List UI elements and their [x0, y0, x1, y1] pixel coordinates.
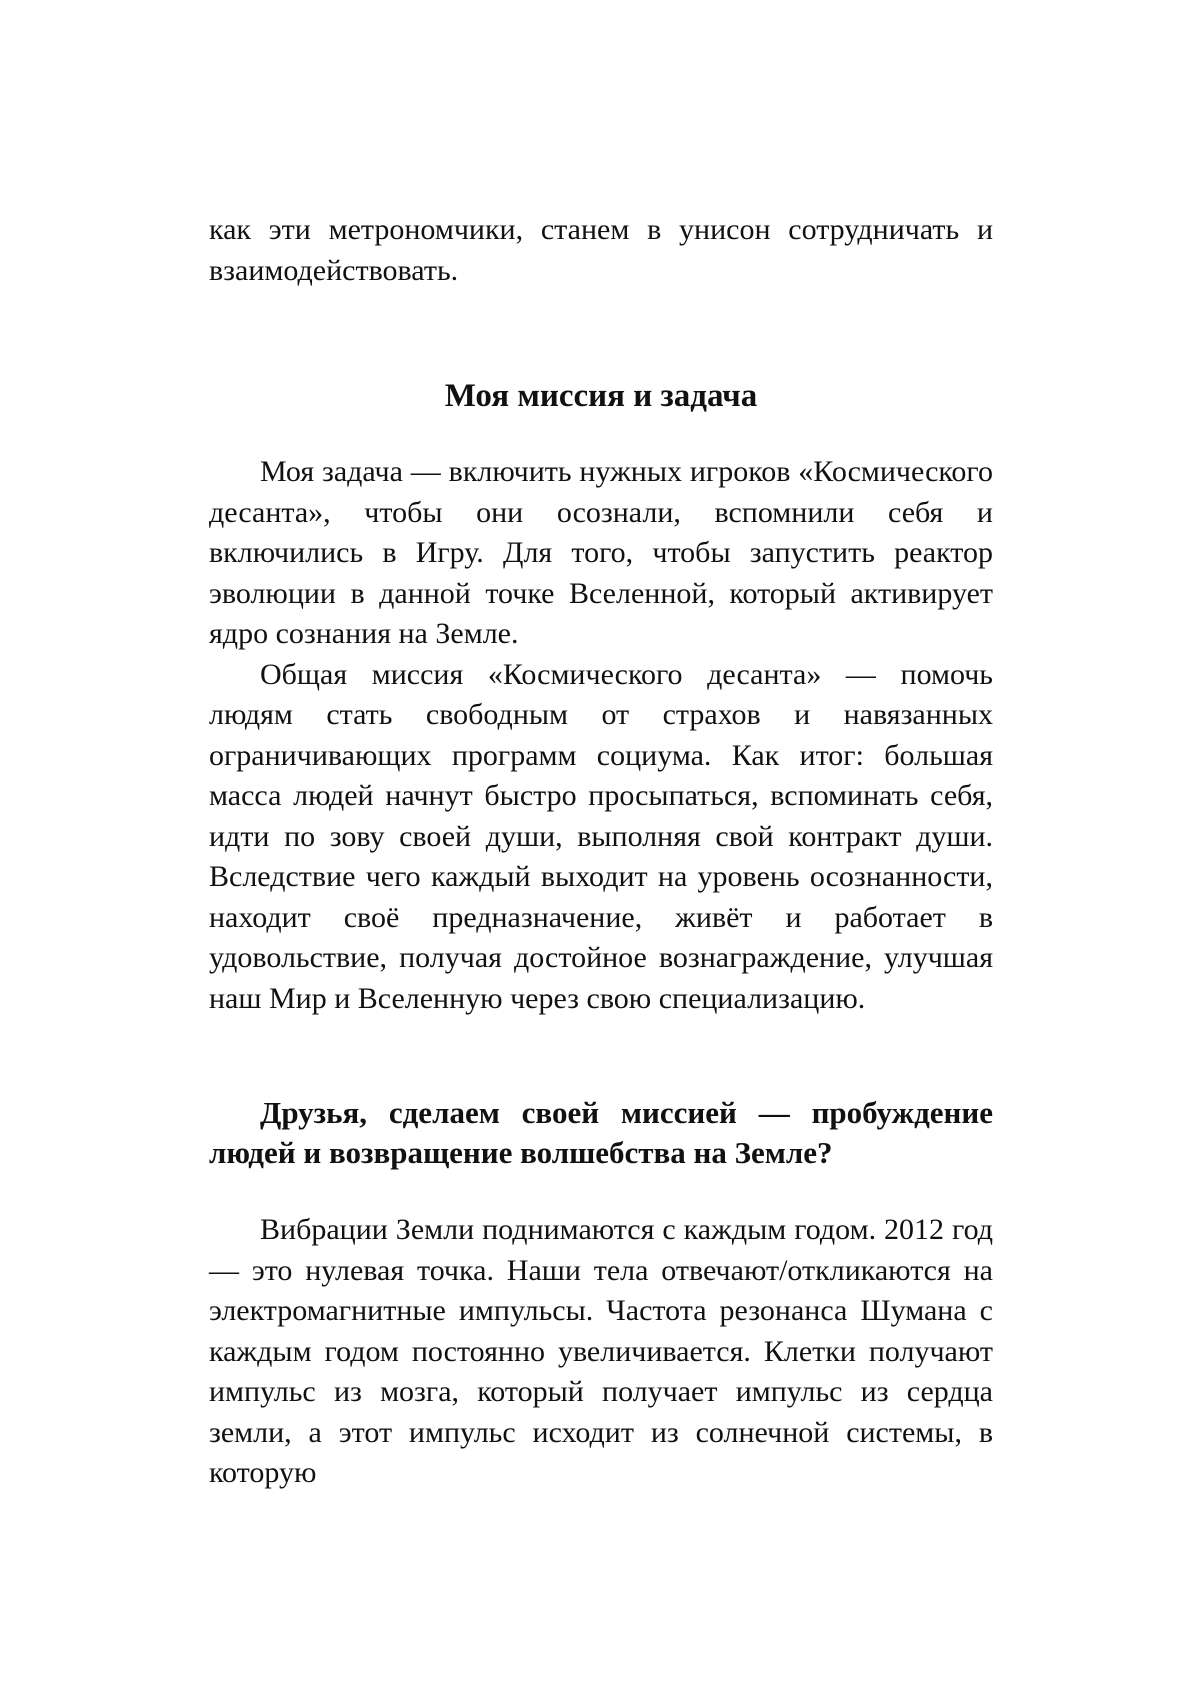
section-title: Моя миссия и задача: [444, 378, 758, 414]
section-paragraph-2: Общая миссия «Космического десанта» — помочь людям стать свободным от страхов и навязанных ограничивающих программ социума. Как итог: большая масса людей начнут быстро просыпаться, вспоминать себя, идти по зову своей души, выполняя свой контракт души. Вследствие чего каждый выходит на уровень осознанности, находит своё предназначение, живёт и работает в удовольствие, получая достойное вознаграждение, улучшая наш Мир и Вселенную через свою специализацию.: [209, 657, 993, 1015]
continuation-text-block: [209, 210, 993, 291]
continuation-paragraph: как эти метрономчики, станем в унисон сотрудничать и взаимодействовать.: [209, 213, 993, 287]
final-body: [209, 1210, 993, 1494]
section-body: [209, 452, 993, 1019]
final-paragraph: Вибрации Земли поднимаются с каждым годом. 2012 год — это нулевая точка. Наши тела отвечают/откликаются на электромагнитные импульсы. Частота резонанса Шумана с каждым годом постоянно увеличивается. Клетки получают импульс из мозга, который получает импульс из сердца земли, а этот импульс исходит из солнечной системы, в которую: [209, 1213, 993, 1489]
question-heading: Друзья, сделаем своей миссией — пробуждение людей и возвращение волшебства на Земле?: [209, 1095, 993, 1170]
section-paragraph-1: Моя задача — включить нужных игроков «Космического десанта», чтобы они осознали, вспомнили себя и включились в Игру. Для того, чтобы запустить реактор эволюции в данной точке Вселенной, который активирует ядро сознания на Земле.: [209, 455, 993, 650]
